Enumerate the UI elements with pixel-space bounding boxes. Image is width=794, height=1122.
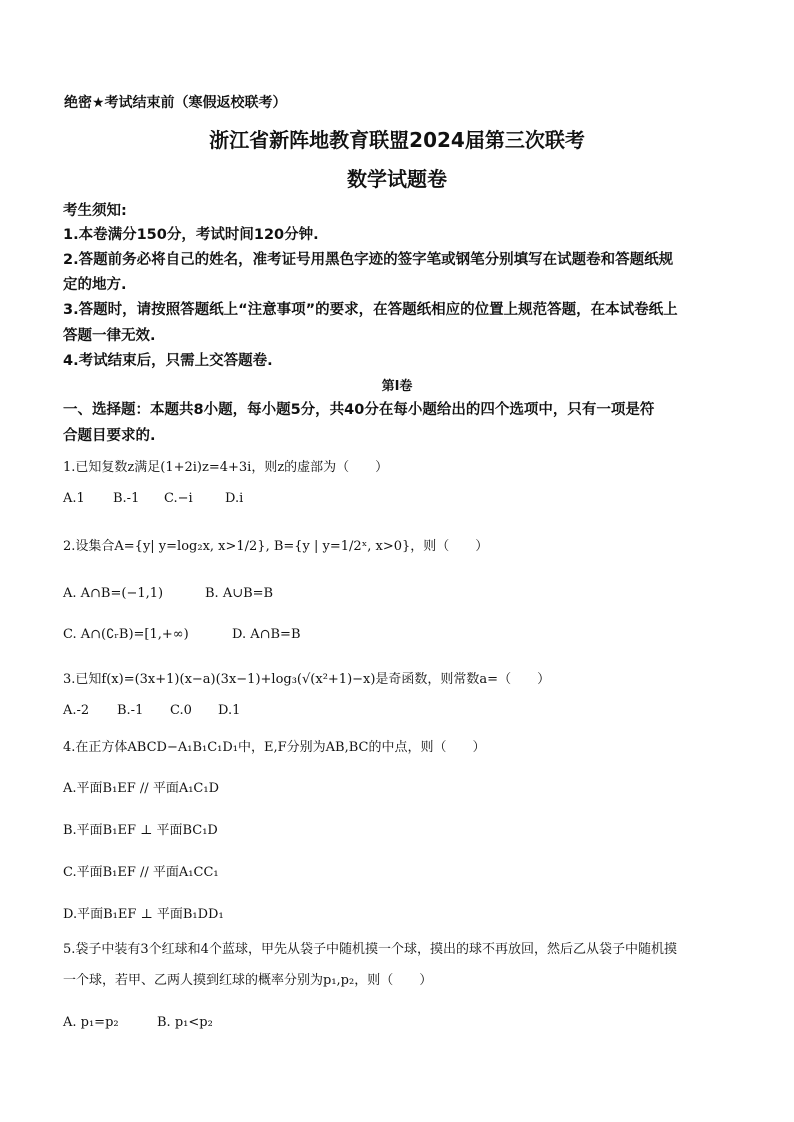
question-5-stem: 5.袋子中装有3个红球和4个蓝球，甲先从袋子中随机摸一个球，摸出的球不再放回，然后乙从袋子中随机摸 [63,942,677,957]
section-instruction-cont: 合题目要求的. [63,428,156,444]
question-4-option-c: C.平面B₁EF // 平面A₁CC₁ [63,865,219,880]
question-1-option-b: B.-1 [113,491,140,506]
notice-item-4: 4.考试结束后，只需上交答题卷. [63,353,273,369]
question-3-option-b: B.-1 [117,703,144,718]
question-3-stem: 3.已知f(x)=(3x+1)(x−a)(3x−1)+log₃(√(x²+1)−x)是奇函数，则常数a=（ ） [63,672,551,687]
question-5-option-a: A. p₁=p₂ [63,1015,119,1030]
question-2-option-c: C. A∩(∁ᵣB)=[1,+∞) [63,627,189,642]
question-3-option-d: D.1 [218,703,241,718]
question-5-stem-cont: 一个球，若甲、乙两人摸到红球的概率分别为p₁,p₂，则（ ） [63,973,433,988]
question-1-option-c: C.−i [164,491,193,506]
question-4-stem: 4.在正方体ABCD−A₁B₁C₁D₁中，E,F分别为AB,BC的中点，则（ ） [63,740,486,755]
notice-item-2: 2.答题前务必将自己的姓名，准考证号用黑色字迹的签字笔或钢笔分别填写在试题卷和答题纸规 [63,252,674,268]
exam-subtitle: 数学试题卷 [347,167,447,191]
question-1-option-d: D.i [225,491,244,506]
question-1-option-a: A.1 [63,491,85,506]
exam-title: 浙江省新阵地教育联盟2024届第三次联考 [209,128,585,152]
question-2-stem: 2.设集合A={y| y=log₂x, x>1/2}, B={y | y=1/2ˣ, x>0}，则（ ） [63,539,489,554]
question-2-option-a: A. A∩B=(−1,1) [63,586,164,601]
section-instruction: 一、选择题：本题共8小题，每小题5分，共40分在每小题给出的四个选项中，只有一项是符 [63,402,655,418]
question-5-option-b: B. p₁<p₂ [157,1015,213,1030]
question-2-option-b: B. A∪B=B [205,586,274,601]
notice-item-2-cont: 定的地方. [63,277,127,293]
question-4-option-b: B.平面B₁EF ⊥ 平面BC₁D [63,823,218,838]
confidential-label: 绝密★考试结束前（寒假返校联考） [64,95,287,111]
question-1-stem: 1.已知复数z满足(1+2i)z=4+3i，则z的虚部为（ ） [63,460,389,475]
notice-item-3: 3.答题时，请按照答题纸上“注意事项”的要求，在答题纸相应的位置上规范答题，在本试卷纸上 [63,302,678,318]
question-4-option-d: D.平面B₁EF ⊥ 平面B₁DD₁ [63,907,224,922]
question-2-option-d: D. A∩B=B [232,627,301,642]
notice-item-1: 1.本卷满分150分，考试时间120分钟. [63,227,319,243]
question-3-option-c: C.0 [170,703,192,718]
question-4-option-a: A.平面B₁EF // 平面A₁C₁D [63,781,220,796]
notice-item-3-cont: 答题一律无效. [63,328,156,344]
notice-heading: 考生须知: [63,203,127,219]
part-label: 第I卷 [381,379,413,394]
question-3-option-a: A.-2 [63,703,90,718]
